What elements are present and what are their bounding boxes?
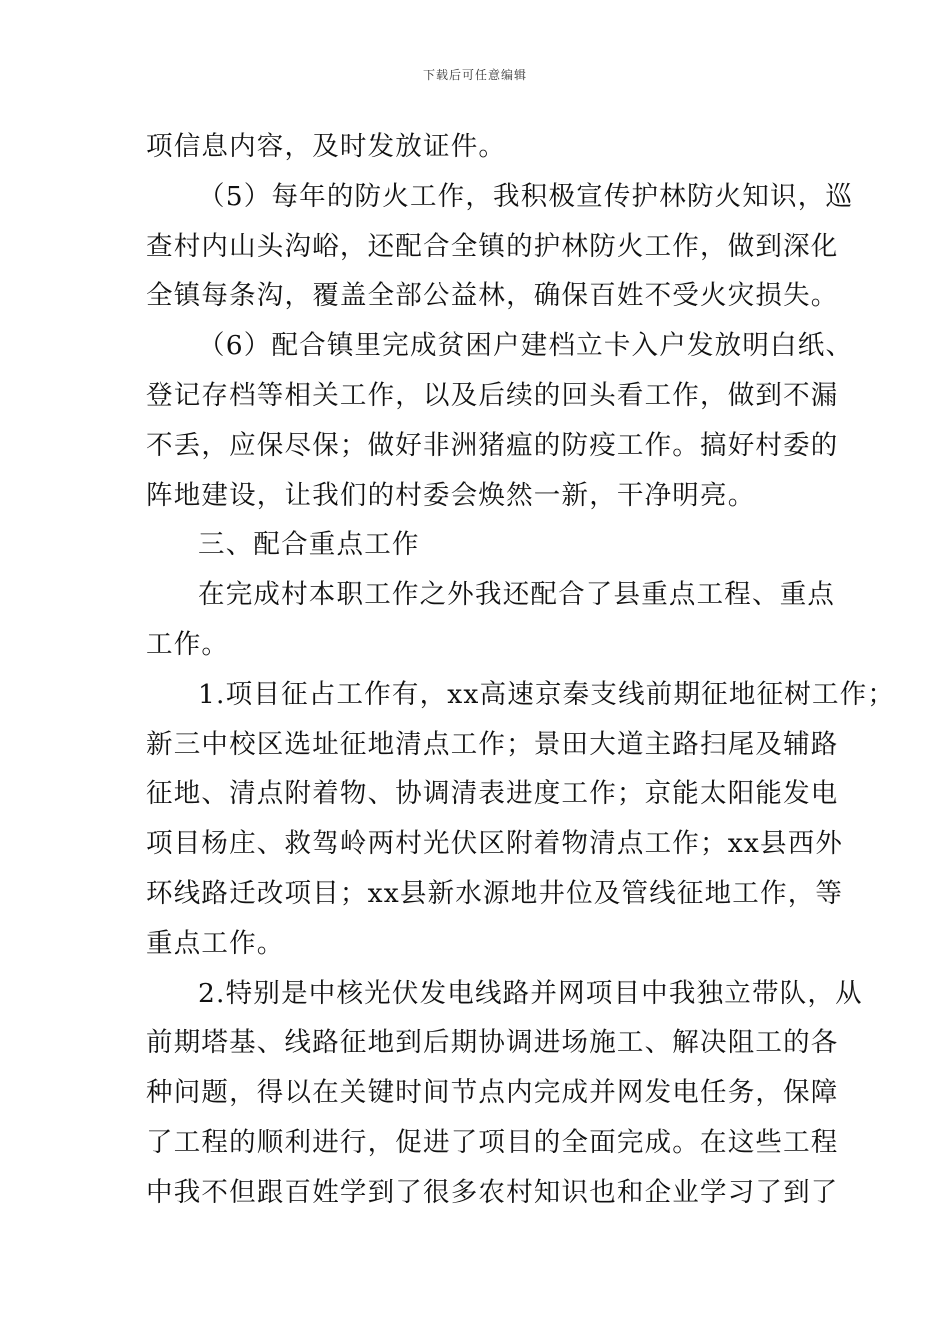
paragraph-line: 2.特别是中核光伏发电线路并网项目中我独立带队，从 [198,977,863,1009]
section-heading: 三、配合重点工作 [198,529,420,561]
paragraph-line: 了工程的顺利进行，促进了项目的全面完成。在这些工程 [146,1126,839,1158]
paragraph-line: 登记存档等相关工作，以及后续的回头看工作，做到不漏 [146,379,839,411]
paragraph-line: 种问题，得以在关键时间节点内完成并网发电任务，保障 [146,1077,839,1109]
paragraph-line: （5）每年的防火工作，我积极宣传护林防火知识，巡 [198,180,854,212]
paragraph-line: 重点工作。 [146,927,285,959]
paragraph-line: 全镇每条沟，覆盖全部公益林，确保百姓不受火灾损失。 [146,280,839,312]
paragraph-line: 新三中校区选址征地清点工作；景田大道主路扫尾及辅路 [146,728,839,760]
paragraph-line: （6）配合镇里完成贫困户建档立卡入户发放明白纸、 [198,330,854,362]
paragraph-line: 1.项目征占工作有，xx高速京秦支线前期征地征树工作； [198,678,896,710]
paragraph-line: 在完成村本职工作之外我还配合了县重点工程、重点 [198,579,836,611]
paragraph-line: 前期塔基、线路征地到后期协调进场施工、解决阻工的各 [146,1027,839,1059]
paragraph-line: 工作。 [146,628,230,660]
paragraph-line: 不丢，应保尽保；做好非洲猪瘟的防疫工作。搞好村委的 [146,429,839,461]
document-body [146,122,896,1218]
page-header: 下载后可任意编辑 [422,68,527,82]
paragraph-line: 阵地建设，让我们的村委会焕然一新，干净明亮。 [146,479,756,511]
paragraph-line: 项目杨庄、救驾岭两村光伏区附着物清点工作；xx县西外 [146,828,844,860]
paragraph-line: 环线路迁改项目；xx县新水源地井位及管线征地工作，等 [146,877,844,909]
paragraph-line: 查村内山头沟峪，还配合全镇的护林防火工作，做到深化 [146,230,839,262]
paragraph-line: 项信息内容，及时发放证件。 [146,131,507,162]
paragraph-line: 中我不但跟百姓学到了很多农村知识也和企业学习了到了 [146,1176,839,1208]
paragraph-line: 征地、清点附着物、协调清表进度工作；京能太阳能发电 [146,778,839,810]
